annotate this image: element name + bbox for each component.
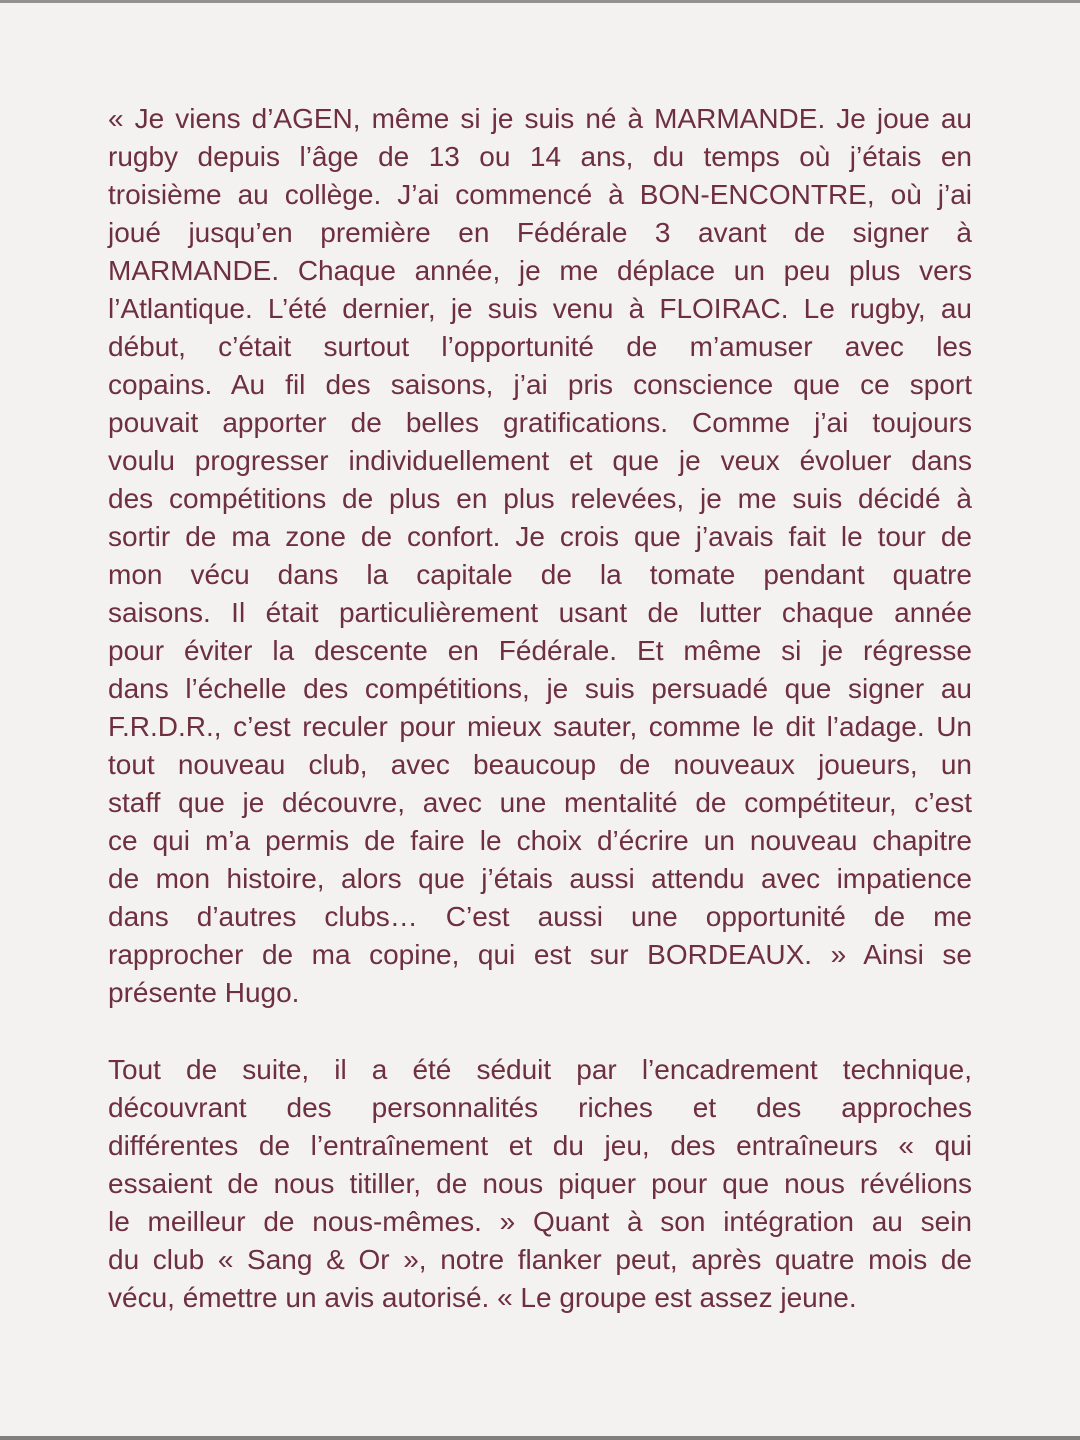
- text-line: rapprocher de ma copine, qui est sur BORDEAUX. » Ainsi se: [108, 939, 972, 970]
- text-line: le meilleur de nous-mêmes. » Quant à son intégration au sein: [108, 1206, 972, 1237]
- text-line: saisons. Il était particulièrement usant de lutter chaque année: [108, 597, 972, 628]
- text-line: F.R.D.R., c’est reculer pour mieux sauter, comme le dit l’adage. Un: [108, 711, 972, 742]
- text-line: des compétitions de plus en plus relevées, je me suis décidé à: [108, 483, 972, 514]
- text-line: pour éviter la descente en Fédérale. Et même si je régresse: [108, 635, 972, 666]
- article-text: [0, 3, 1080, 1317]
- text-line: vécu, émettre un avis autorisé. « Le groupe est assez jeune.: [108, 1282, 857, 1313]
- text-line: différentes de l’entraînement et du jeu, des entraîneurs « qui: [108, 1130, 972, 1161]
- text-line: MARMANDE. Chaque année, je me déplace un peu plus vers: [108, 255, 972, 286]
- text-line: découvrant des personnalités riches et des approches: [108, 1092, 972, 1123]
- text-line: présente Hugo.: [108, 977, 300, 1008]
- text-line: dans l’échelle des compétitions, je suis persuadé que signer au: [108, 673, 972, 704]
- text-line: voulu progresser individuellement et que je veux évoluer dans: [108, 445, 972, 476]
- text-line: tout nouveau club, avec beaucoup de nouveaux joueurs, un: [108, 749, 972, 780]
- text-line: Tout de suite, il a été séduit par l’encadrement technique,: [108, 1054, 972, 1085]
- text-line: de mon histoire, alors que j’étais aussi attendu avec impatience: [108, 863, 972, 894]
- text-line: rugby depuis l’âge de 13 ou 14 ans, du temps où j’étais en: [108, 141, 972, 172]
- text-line: joué jusqu’en première en Fédérale 3 avant de signer à: [108, 217, 972, 248]
- text-line: copains. Au fil des saisons, j’ai pris conscience que ce sport: [108, 369, 972, 400]
- paragraph-integration: [108, 1051, 972, 1317]
- text-line: début, c’était surtout l’opportunité de m’amuser avec les: [108, 331, 972, 362]
- text-line: du club « Sang & Or », notre flanker peut, après quatre mois de: [108, 1244, 972, 1275]
- text-line: troisième au collège. J’ai commencé à BON-ENCONTRE, où j’ai: [108, 179, 972, 210]
- text-line: staff que je découvre, avec une mentalité de compétiteur, c’est: [108, 787, 972, 818]
- text-line: sortir de ma zone de confort. Je crois que j’avais fait le tour de: [108, 521, 972, 552]
- text-line: pouvait apporter de belles gratifications. Comme j’ai toujours: [108, 407, 972, 438]
- text-line: ce qui m’a permis de faire le choix d’écrire un nouveau chapitre: [108, 825, 972, 856]
- text-line: l’Atlantique. L’été dernier, je suis venu à FLOIRAC. Le rugby, au: [108, 293, 972, 324]
- text-line: essaient de nous titiller, de nous piquer pour que nous révélions: [108, 1168, 972, 1199]
- text-line: « Je viens d’AGEN, même si je suis né à MARMANDE. Je joue au: [108, 103, 972, 134]
- paragraph-quote-intro: [108, 100, 972, 1012]
- text-line: mon vécu dans la capitale de la tomate pendant quatre: [108, 559, 972, 590]
- text-line: dans d’autres clubs… C’est aussi une opportunité de me: [108, 901, 972, 932]
